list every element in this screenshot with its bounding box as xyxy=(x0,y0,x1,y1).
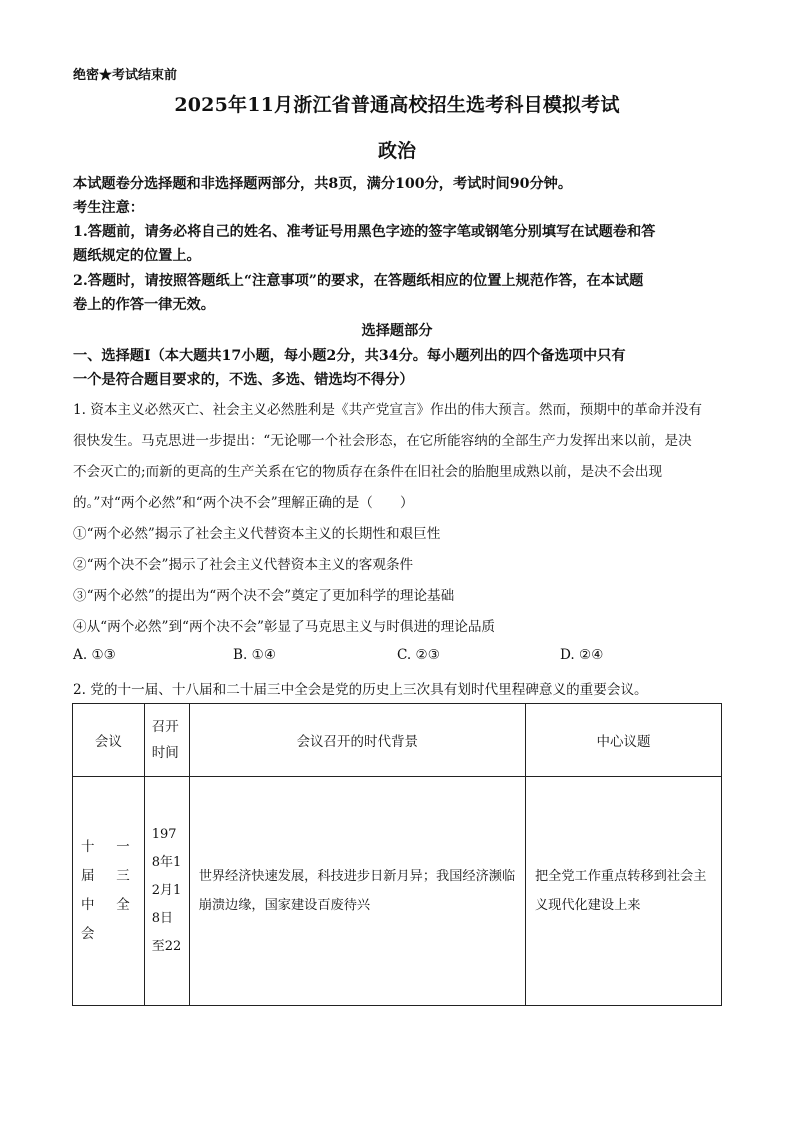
section-instructions-cont: 一个是符合题目要求的，不选、多选、错选均不得分） xyxy=(73,372,414,388)
header-date-cell xyxy=(144,704,189,777)
notice-item-1: 1.答题前，请务必将自己的姓名、准考证号用黑色字迹的签字笔或钢笔分别填写在试题卷和答 xyxy=(73,224,656,240)
choice-a[interactable]: A. ①③ xyxy=(73,647,116,663)
header-date: 召开时间 xyxy=(151,719,179,761)
statement-2: ②“两个决不会”揭示了社会主义代替资本主义的客观条件 xyxy=(73,557,414,573)
header-meeting: 会议 xyxy=(73,704,145,777)
section-title: 选择题部分 xyxy=(361,323,433,339)
statement-4: ④从“两个必然”到“两个决不会”彰显了马克思主义与时俱进的理论品质 xyxy=(73,619,496,635)
confidential-label: 绝密★考试结束前 xyxy=(73,68,178,83)
meeting-background: 世界经济快速发展，科技进步日新月异；我国经济濒临崩溃边缘，国家建设百废待兴 xyxy=(198,869,516,913)
meeting-topic: 把全党工作重点转移到社会主义现代化建设上来 xyxy=(534,869,707,913)
section-instructions: 一、选择题Ⅰ（本大题共17小题，每小题2分，共34分。每小题列出的四个备选项中只有 xyxy=(73,348,626,364)
meeting-cell xyxy=(73,777,145,1006)
date-cell xyxy=(144,777,189,1006)
meetings-table xyxy=(72,703,722,1006)
notice-item-2-cont: 卷上的作答一律无效。 xyxy=(73,297,215,313)
question-1-stem-line3: 不会灭亡的;而新的更高的生产关系在它的物质存在条件在旧社会的胎胞里成熟以前，是决不会出现 xyxy=(73,464,663,480)
meeting-name: 十一届三中全会 xyxy=(81,839,136,942)
table-header-row xyxy=(73,704,722,777)
notice-heading: 考生注意： xyxy=(73,200,144,216)
question-2-stem: 2. 党的十一届、十八届和二十届三中全会是党的历史上三次具有划时代里程碑意义的重要会议。 xyxy=(73,682,648,698)
meeting-date: 1978年12月18日至22 xyxy=(151,827,182,954)
question-1-stem-line4: 的。”对“两个必然”和“两个决不会”理解正确的是（ ） xyxy=(73,495,414,511)
question-1-stem: 1. 资本主义必然灭亡、社会主义必然胜利是《共产党宣言》作出的伟大预言。然而，预期中的革命并没有 xyxy=(73,402,703,418)
background-cell xyxy=(189,777,525,1006)
choice-d[interactable]: D. ②④ xyxy=(560,647,604,663)
intro-text: 本试题卷分选择题和非选择题两部分，共8页，满分100分，考试时间90分钟。 xyxy=(73,176,573,192)
choice-c[interactable]: C. ②③ xyxy=(397,647,440,663)
header-background: 会议召开的时代背景 xyxy=(189,704,525,777)
question-1-stem-line2: 很快发生。马克思进一步提出：“无论哪一个社会形态，在它所能容纳的全部生产力发挥出来以前，是决 xyxy=(73,433,692,449)
header-topic: 中心议题 xyxy=(525,704,721,777)
choice-b[interactable]: B. ①④ xyxy=(233,647,277,663)
subject-title: 政治 xyxy=(377,140,416,162)
notice-item-2: 2.答题时，请按照答题纸上“注意事项”的要求，在答题纸相应的位置上规范作答，在本试题 xyxy=(73,273,644,289)
statement-1: ①“两个必然”揭示了社会主义代替资本主义的长期性和艰巨性 xyxy=(73,526,441,542)
table-row xyxy=(73,777,722,1006)
statement-3: ③“两个必然”的提出为“两个决不会”奠定了更加科学的理论基础 xyxy=(73,588,455,604)
exam-title: 2025年11月浙江省普通高校招生选考科目模拟考试 xyxy=(174,94,620,116)
topic-cell xyxy=(525,777,721,1006)
notice-item-1-cont: 题纸规定的位置上。 xyxy=(73,248,201,264)
